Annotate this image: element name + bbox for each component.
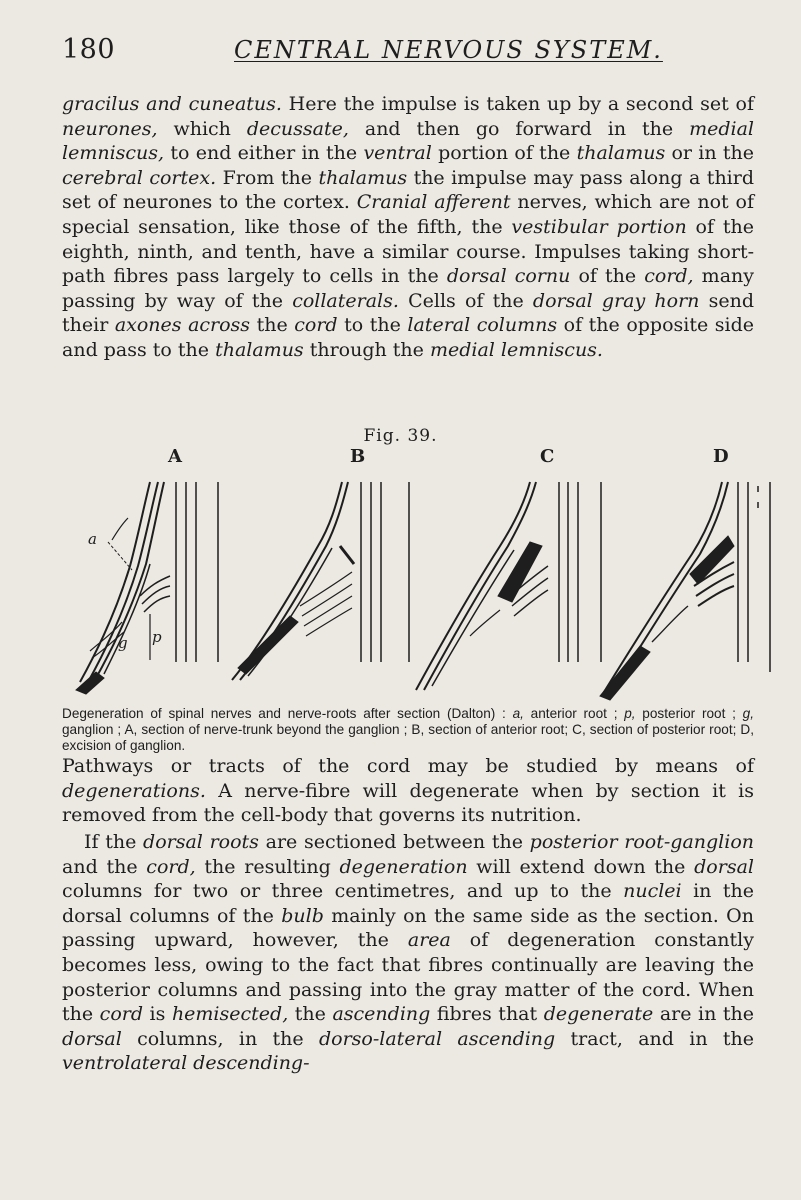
panel-letter-c: C [540, 446, 555, 467]
label-p-posterior-root: p [152, 628, 162, 646]
figure-caption [62, 706, 754, 754]
paragraph-1-run: send their [62, 289, 754, 337]
paragraph-3-run: dorsal [62, 1027, 122, 1050]
paragraph-3-run: posterior root-ganglion [529, 831, 754, 853]
paragraph-3-run: dorsal roots [143, 831, 259, 853]
running-title: CENTRAL NERVOUS SYSTEM. [234, 36, 663, 64]
paragraph-3-run: degenerate [543, 1003, 654, 1026]
paragraph-1-run: many passing by way of the [62, 265, 754, 312]
label-g-ganglion: g [118, 634, 128, 652]
paragraph-1-run: axones across [114, 314, 251, 337]
panel-letter-a: A [168, 446, 182, 467]
paragraph-1-run: and then go forward in the [348, 117, 690, 140]
paragraph-1-run: gracilus and cuneatus. [62, 93, 282, 115]
paragraph-1-run: collaterals. [292, 289, 399, 312]
paragraph-1-run: the impulse may pass along a third set of neurones to the cortex. [62, 166, 755, 214]
paragraph-3-run: are in the [653, 1003, 755, 1026]
paragraph-3-run: columns, in the [121, 1027, 319, 1050]
paragraph-3-run: fibres that [430, 1003, 544, 1026]
paragraph-3-run: mainly on the same side as the section. On passing upward, however, the [62, 904, 754, 952]
paragraph-1-run: lateral columns [407, 314, 558, 337]
paragraph-1-run: thalamus [215, 338, 304, 361]
paragraph-1-run: Here the impulse is taken up by a second set of [281, 93, 754, 115]
paragraph-3-run: bulb [281, 904, 324, 927]
paragraph-1-run: cord [294, 314, 338, 337]
paragraph-1-run: cerebral cortex. [62, 166, 217, 189]
paragraph-1-run: which [157, 117, 247, 140]
paragraph-3-run: and the [62, 855, 147, 878]
panel-d-drawing [600, 482, 770, 700]
caption-run: Degeneration of spinal nerves and nerve-roots after section (Dalton) : [62, 706, 513, 721]
caption-run: p, [624, 706, 636, 721]
paragraph-3-run: ascending [332, 1003, 431, 1026]
paragraph-1-run: of the eighth, ninth, and tenth, have a similar course. Impulses taking short-path fibres pass largely to cells in the [62, 215, 754, 288]
figure-label: Fig. 39. [363, 426, 438, 446]
caption-run: anterior root ; [523, 706, 625, 721]
paragraph-1 [62, 92, 754, 363]
panel-b-drawing [218, 482, 381, 680]
paragraph-3-run: ventrolateral descending- [62, 1052, 310, 1075]
paragraph-3-run: degeneration [339, 855, 468, 878]
paragraph-3-run: If the [84, 831, 144, 853]
paragraph-1-run: neurones, [62, 117, 158, 140]
paragraph-3-run: is [143, 1003, 172, 1026]
paragraph-1-run: dorsal cornu [446, 265, 571, 288]
paragraph-1-run: of the [570, 265, 645, 288]
paragraph-1-run: medial lemniscus, [62, 117, 754, 165]
paragraph-1-run: dorsal gray horn [532, 289, 700, 312]
paragraph-3 [62, 830, 754, 1076]
paragraph-3-run: are sectioned between the [258, 831, 530, 853]
caption-run: a, [512, 706, 524, 721]
panel-letter-d: D [713, 446, 729, 467]
paragraph-3-run: of degeneration constantly becomes less, owing to the fact that fibres continually are leaving the posterior columns and passing into the gray matter of the cord. When the [62, 929, 754, 1026]
paragraph-3-run: will extend down the [467, 855, 695, 878]
paragraph-1-run: vestibular portion [511, 215, 687, 238]
paragraph-2-run: degenerations. [62, 779, 206, 802]
paragraph-3-run: cord [99, 1003, 143, 1026]
caption-run: ganglion ; A, section of nerve-trunk beyond the ganglion ; B, section of anterior root; C, section of posterior root; D, excision of ganglion. [62, 722, 754, 753]
panel-letter-b: B [350, 446, 366, 467]
paragraph-2-run: A nerve-fibre will degenerate when by section it is removed from the cell-body that governs its nutrition. [62, 779, 754, 827]
paragraph-3-run: the [288, 1003, 333, 1026]
panel-a-drawing [76, 482, 196, 694]
paragraph-3-run: nuclei [623, 880, 682, 903]
paragraph-1-run: of the opposite side and pass to the [62, 314, 755, 361]
paragraph-1-run: portion of the [431, 142, 577, 165]
paragraph-1-run: Cranial afferent [356, 191, 511, 214]
paragraph-3-run: tract, and in the [555, 1027, 754, 1050]
paragraph-1-run: or in the [665, 142, 755, 165]
paragraph-1-run: From the [216, 166, 319, 189]
paragraph-1-run: to end either in the [164, 142, 364, 165]
paragraph-1-run: through the [303, 338, 430, 361]
caption-run: g, [742, 706, 754, 721]
paragraph-1-run: thalamus [576, 142, 666, 165]
paragraph-1-run: Cells of the [398, 289, 533, 312]
paragraph-1-run: nerves, which are not of special sensation, like those of the fifth, the [62, 191, 755, 238]
paragraph-1-run: the [250, 314, 295, 337]
panel-c-drawing [409, 482, 578, 690]
page-number: 180 [62, 34, 116, 65]
paragraph-1-run: cord, [644, 265, 694, 288]
paragraph-2-run: Pathways or tracts of the cord may be studied by means of [62, 755, 754, 777]
page-header [62, 34, 752, 70]
nerve-degeneration-figure [0, 446, 801, 706]
paragraph-3-run: columns for two or three centimetres, and up to the [62, 880, 624, 903]
paragraph-1-run: thalamus [318, 166, 408, 189]
paragraph-3-run: area [407, 929, 451, 952]
paragraph-3-run: cord, [146, 855, 196, 878]
paragraph-2 [62, 754, 754, 828]
paragraph-3-run: the resulting [195, 855, 340, 878]
caption-run: posterior root ; [635, 706, 743, 721]
paragraph-1-run: medial lemniscus. [429, 338, 603, 361]
paragraph-3-run: hemisected, [171, 1003, 289, 1026]
label-a-anterior-root: a [88, 530, 97, 548]
paragraph-1-run: to the [337, 314, 408, 337]
paragraph-3-run: dorso-lateral ascending [318, 1027, 556, 1050]
paragraph-1-run: decussate, [246, 117, 349, 140]
paragraph-3-run: in the dorsal columns of the [62, 880, 754, 927]
paragraph-1-run: ventral [363, 142, 432, 165]
paragraph-3-run: dorsal [694, 855, 754, 878]
